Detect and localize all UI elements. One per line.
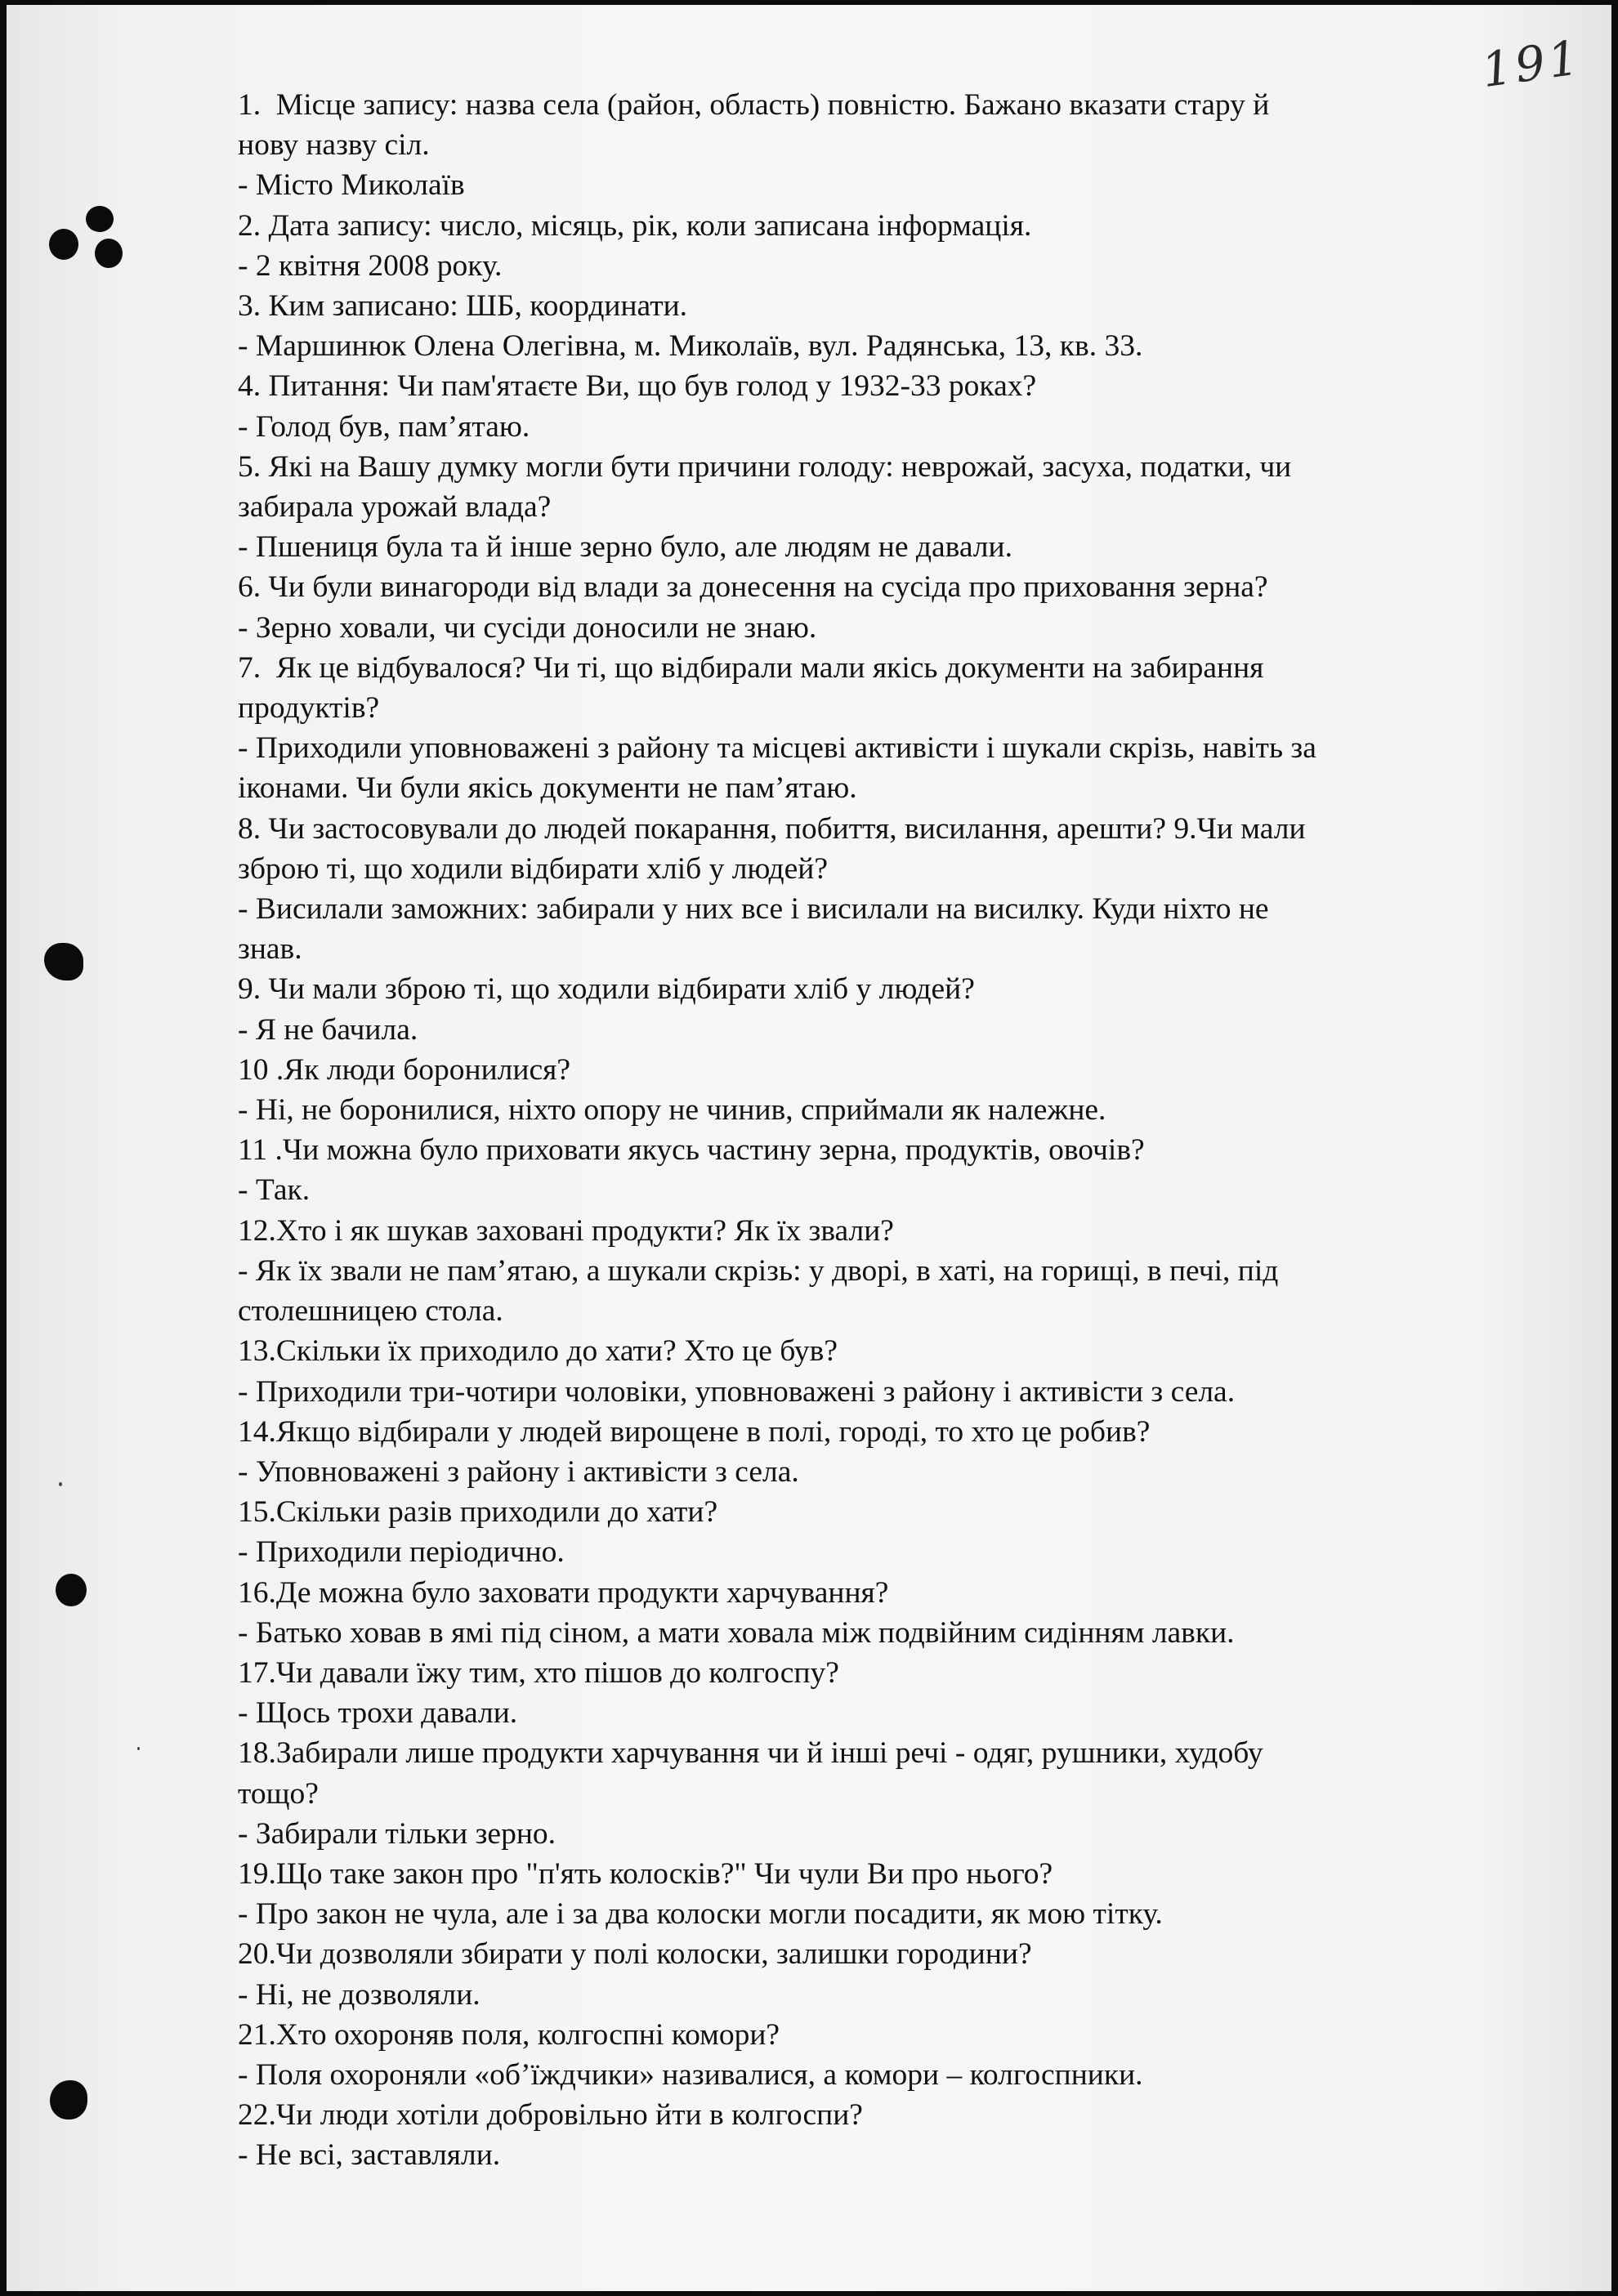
handwritten-page-number: 191 [1477, 29, 1585, 99]
text-line: 15.Скільки разів приходили до хати? [238, 1495, 718, 1530]
text-line: 22.Чи люди хотіли добровільно йти в колгоспи? [238, 2098, 863, 2133]
text-line: - Батько ховав в ямі під сіном, а мати ховала між подвійним сидінням лавки. [238, 1615, 1235, 1650]
text-line: зброю ті, що ходили відбирати хліб у людей? [238, 851, 828, 886]
text-line: 7. Як це відбувалося? Чи ті, що відбирали мали якісь документи на забирання [238, 650, 1264, 685]
text-line: 6. Чи були винагороди від влади за донесення на сусіда про приховання зерна? [238, 570, 1268, 605]
punch-hole [50, 2080, 87, 2120]
questionnaire-text [238, 85, 1513, 2176]
text-line: - Забирали тільки зерно. [238, 1816, 556, 1851]
text-line: - Про закон не чула, але і за два колоски могли посадити, як мою тітку. [238, 1897, 1163, 1932]
punch-hole [56, 1574, 87, 1606]
text-line: - Поля охороняли «об’їждчики» називалися, а комори – колгоспники. [238, 2057, 1143, 2092]
text-line: забирала урожай влада? [238, 490, 552, 525]
text-line: - Так. [238, 1173, 311, 1208]
text-line: - Уповноважені з району і активісти з села. [238, 1454, 799, 1489]
text-line: іконами. Чи були якісь документи не пам’ятаю. [238, 771, 857, 806]
text-line: - Приходили уповноважені з району та місцеві активісти і шукали скрізь, навіть за [238, 731, 1316, 766]
text-line: продуктів? [238, 691, 380, 726]
text-line: - 2 квітня 2008 року. [238, 248, 503, 283]
text-line: - Приходили три-чотири чоловіки, уповноважені з району і активісти з села. [238, 1374, 1236, 1409]
text-line: 3. Ким записано: ШБ, координати. [238, 289, 688, 324]
text-line: - Я не бачила. [238, 1012, 418, 1047]
text-line: - Ні, не боронилися, ніхто опору не чинив, сприймали як належне. [238, 1093, 1106, 1128]
text-line: - Ні, не дозволяли. [238, 1977, 480, 2012]
text-line: - Висилали заможних: забирали у них все і висилали на висилку. Куди ніхто не [238, 892, 1269, 927]
text-line: 9. Чи мали зброю ті, що ходили відбирати хліб у людей? [238, 972, 975, 1007]
text-line: столешницею стола. [238, 1294, 503, 1329]
text-line: - Пшениця була та й інше зерно було, але людям не давали. [238, 530, 1012, 565]
text-line: тощо? [238, 1776, 319, 1811]
document-page [7, 5, 1611, 2291]
punch-hole [49, 229, 78, 260]
text-line: - Зерно ховали, чи сусіди доносили не знаю. [238, 610, 817, 645]
text-line: нову назву сіл. [238, 128, 430, 163]
text-line: 5. Які на Вашу думку могли бути причини голоду: неврожай, засуха, податки, чи [238, 449, 1292, 484]
text-line: 10 .Як люди боронилися? [238, 1052, 570, 1087]
text-line: - Не всі, заставляли. [238, 2138, 501, 2173]
text-line: 13.Скільки їх приходило до хати? Хто це був? [238, 1334, 838, 1369]
text-line: - Як їх звали не пам’ятаю, а шукали скрізь: у дворі, в хаті, на горищі, в печі, під [238, 1253, 1279, 1288]
text-line: 12.Хто і як шукав заховані продукти? Як їх звали? [238, 1213, 894, 1248]
text-line: - Місто Миколаїв [238, 168, 465, 203]
text-line: 4. Питання: Чи пам'ятаєте Ви, що був голод у 1932-33 роках? [238, 369, 1037, 404]
punch-hole [86, 206, 114, 232]
punch-hole [95, 239, 123, 268]
text-line: знав. [238, 932, 302, 967]
text-line: - Приходили періодично. [238, 1535, 565, 1570]
text-line: 19.Що таке закон про "п'ять колосків?" Чи чули Ви про нього? [238, 1856, 1053, 1891]
text-line: 17.Чи давали їжу тим, хто пішов до колгоспу? [238, 1655, 839, 1690]
punch-hole [44, 943, 83, 980]
text-line: 20.Чи дозволяли збирати у полі колоски, залишки городини? [238, 1937, 1032, 1972]
text-line: 11 .Чи можна було приховати якусь частину зерна, продуктів, овочів? [238, 1133, 1145, 1168]
text-line: 8. Чи застосовували до людей покарання, побиття, висилання, арешти? 9.Чи мали [238, 811, 1306, 846]
paper-speck [137, 1747, 140, 1750]
text-line: 21.Хто охороняв поля, колгоспні комори? [238, 2017, 780, 2052]
text-line: 16.Де можна було заховати продукти харчування? [238, 1575, 889, 1610]
text-line: - Маршинюк Олена Олегівна, м. Миколаїв, вул. Радянська, 13, кв. 33. [238, 329, 1143, 364]
text-line: 14.Якщо відбирали у людей вирощене в полі, городі, то хто це робив? [238, 1414, 1151, 1449]
text-line: 2. Дата запису: число, місяць, рік, коли записана інформація. [238, 208, 1032, 243]
paper-speck [59, 1482, 62, 1486]
text-line: 18.Забирали лише продукти харчування чи й інші речі - одяг, рушники, худобу [238, 1736, 1263, 1771]
text-line: - Голод був, пам’ятаю. [238, 409, 530, 444]
text-line: - Щось трохи давали. [238, 1696, 518, 1731]
text-line: 1. Місце запису: назва села (район, область) повністю. Бажано вказати стару й [238, 88, 1270, 122]
